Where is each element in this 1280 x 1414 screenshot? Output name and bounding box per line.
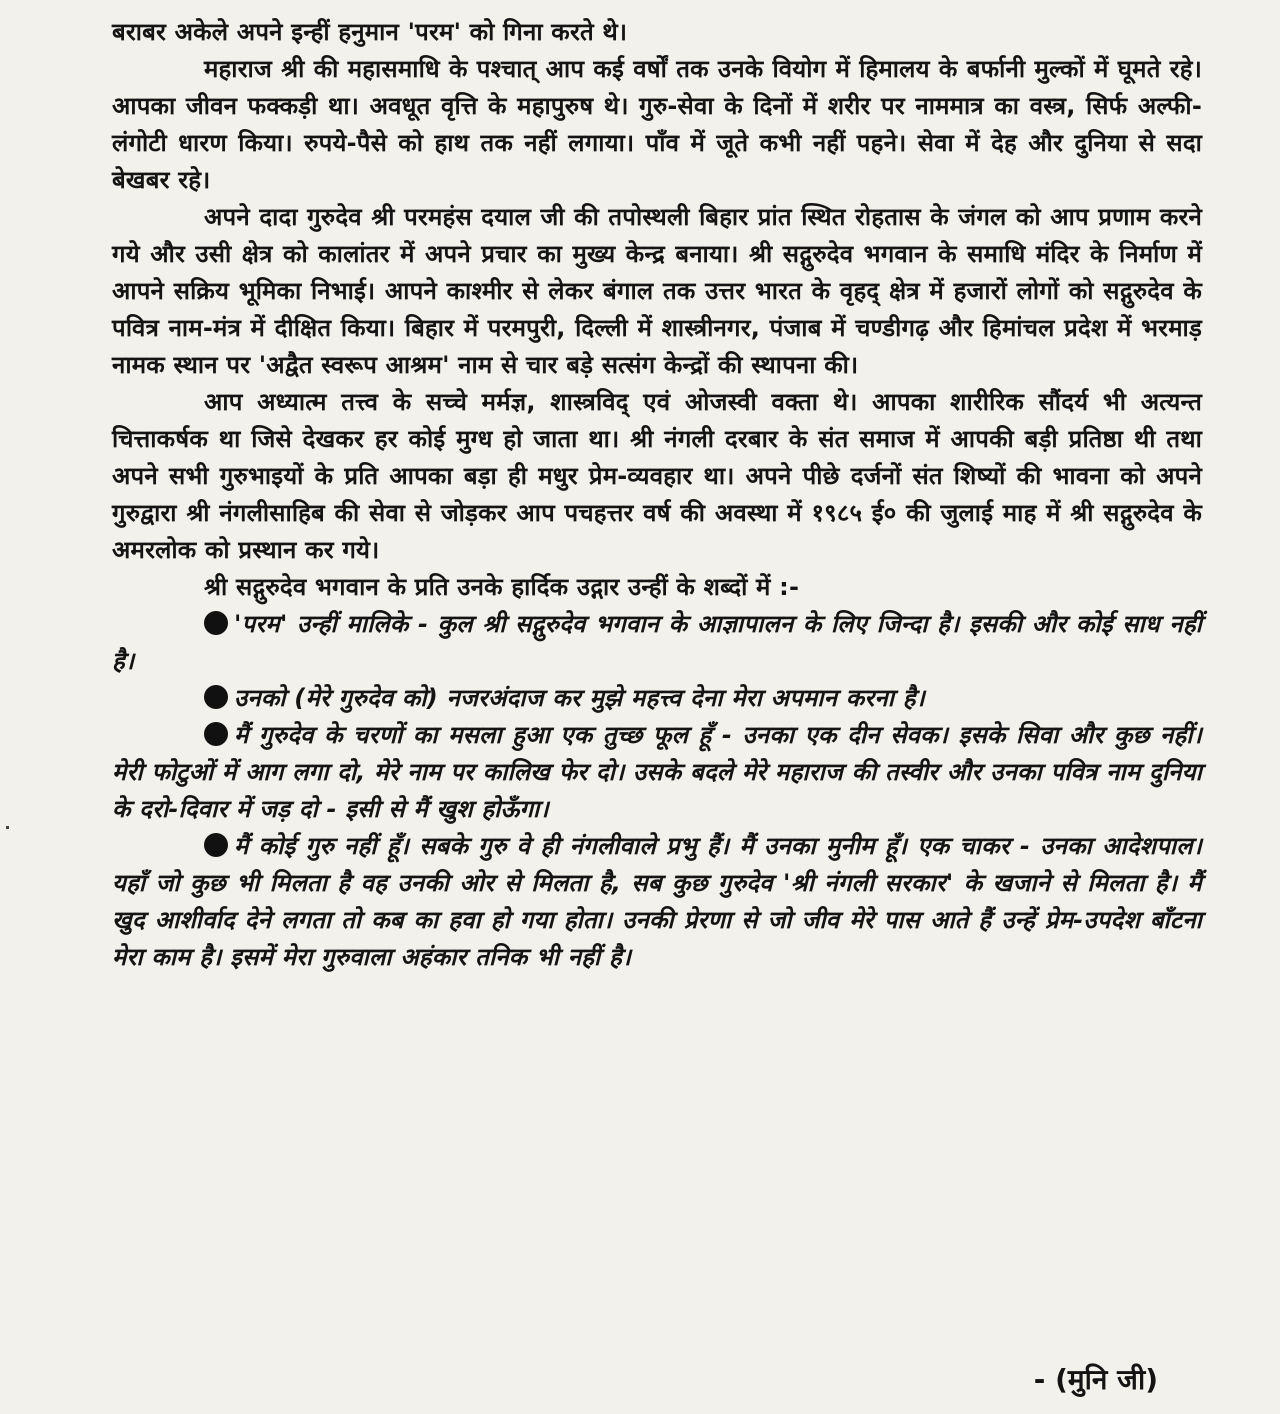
paragraph-rohtas: अपने दादा गुरुदेव श्री परमहंस दयाल जी की तपोस्थली बिहार प्रांत स्थित रोहतास के जंगल को आप प्रणाम करने गये और उसी क्षेत्र को कालांतर में अपने प्रचार का मुख्य केन्द्र बनाया। श्री सद्गुरुदेव भगवान के समाधि मंदिर के निर्माण में आपने सक्रिय भूमिका निभाई। आपने काश्मीर से लेकर बंगाल तक उत्तर भारत के वृहद् क्षेत्र में हजारों लोगों को सद्गुरुदेव के पवित्र नाम-मंत्र में दीक्षित किया। बिहार में परमपुरी, दिल्ली में शास्त्रीनगर, पंजाब में चण्डीगढ़ और हिमांचल प्रदेश में भरमाड़ नामक स्थान पर 'अद्वैत स्वरूप आश्रम' नाम से चार बड़े सत्संग केन्द्रों की स्थापना की।	[112, 203, 1202, 379]
bullet-icon	[204, 685, 228, 709]
quote-item	[112, 606, 1202, 680]
scan-mark	[6, 826, 9, 829]
quote-text: 'परम' उन्हीं मालिके - कुल श्री सद्गुरुदेव भगवान के आज्ञापालन के लिए जिन्दा है। इसकी और कोई साध नहीं है।	[112, 610, 1202, 675]
quote-item	[112, 717, 1202, 828]
bullet-icon	[204, 611, 228, 635]
paragraph-adhyatma: आप अध्यात्म तत्त्व के सच्चे मर्मज्ञ, शास्त्रविद् एवं ओजस्वी वक्ता थे। आपका शारीरिक सौंदर्य भी अत्यन्त चित्ताकर्षक था जिसे देखकर हर कोई मुग्ध हो जाता था। श्री नंगली दरबार के संत समाज में आपकी बड़ी प्रतिष्ठा थी तथा अपने सभी गुरुभाइयों के प्रति आपका बड़ा ही मधुर प्रेम-व्यवहार था। अपने पीछे दर्जनों संत शिष्यों की भावना को अपने गुरुद्वारा श्री नंगलीसाहिब की सेवा से जोड़कर आप पचहत्तर वर्ष की अवस्था में १९८५ ई० की जुलाई माह में श्री सद्गुरुदेव के अमरलोक को प्रस्थान कर गये।	[112, 388, 1202, 564]
quote-item	[112, 680, 1202, 717]
quote-text: मैं कोई गुरु नहीं हूँ। सबके गुरु वे ही नंगलीवाले प्रभु हैं। मैं उनका मुनीम हूँ। एक चाकर - उनका आदेशपाल। यहाँ जो कुछ भी मिलता है वह उनकी ओर से मिलता है, सब कुछ गुरुदेव 'श्री नंगली सरकार' के खजाने से मिलता है। मैं खुद आशीर्वाद देने लगता तो कब का हवा हो गया होता। उनकी प्रेरणा से जो जीव मेरे पास आते हैं उन्हें प्रेम-उपदेश बाँटना मेरा काम है। इसमें मेरा गुरुवाला अहंकार तनिक भी नहीं है।	[112, 832, 1202, 971]
paragraph-continuation: बराबर अकेले अपने इन्हीं हनुमान 'परम' को गिना करते थे।	[112, 18, 628, 46]
paragraph-himalaya: महाराज श्री की महासमाधि के पश्चात् आप कई वर्षों तक उनके वियोग में हिमालय के बर्फानी मुल्कों में घूमते रहे। आपका जीवन फक्कड़ी था। अवधूत वृत्ति के महापुरुष थे। गुरु-सेवा के दिनों में शरीर पर नाममात्र का वस्त्र, सिर्फ अल्फी-लंगोटी धारण किया। रुपये-पैसे को हाथ तक नहीं लगाया। पाँव में जूते कभी नहीं पहने। सेवा में देह और दुनिया से सदा बेखबर रहे।	[112, 55, 1202, 194]
bullet-icon	[204, 833, 228, 857]
signature: - (मुनि जी)	[1033, 1363, 1158, 1396]
quote-item	[112, 828, 1202, 976]
quote-text: उनको (मेरे गुरुदेव को) नजरअंदाज कर मुझे महत्त्व देना मेरा अपमान करना है।	[234, 684, 925, 712]
quote-text: मैं गुरुदेव के चरणों का मसला हुआ एक तुच्छ फूल हूँ - उनका एक दीन सेवक। इसके सिवा और कुछ नहीं। मेरी फोटुओं में आग लगा दो, मेरे नाम पर कालिख फेर दो। उसके बदले मेरे महाराज की तस्वीर और उनका पवित्र नाम दुनिया के दरो-दिवार में जड़ दो - इसी से मैं खुश होऊँगा।	[112, 721, 1202, 823]
bullet-icon	[204, 722, 228, 746]
paragraph-intro-quotes: श्री सद्गुरुदेव भगवान के प्रति उनके हार्दिक उद्गार उन्हीं के शब्दों में :-	[204, 573, 800, 601]
